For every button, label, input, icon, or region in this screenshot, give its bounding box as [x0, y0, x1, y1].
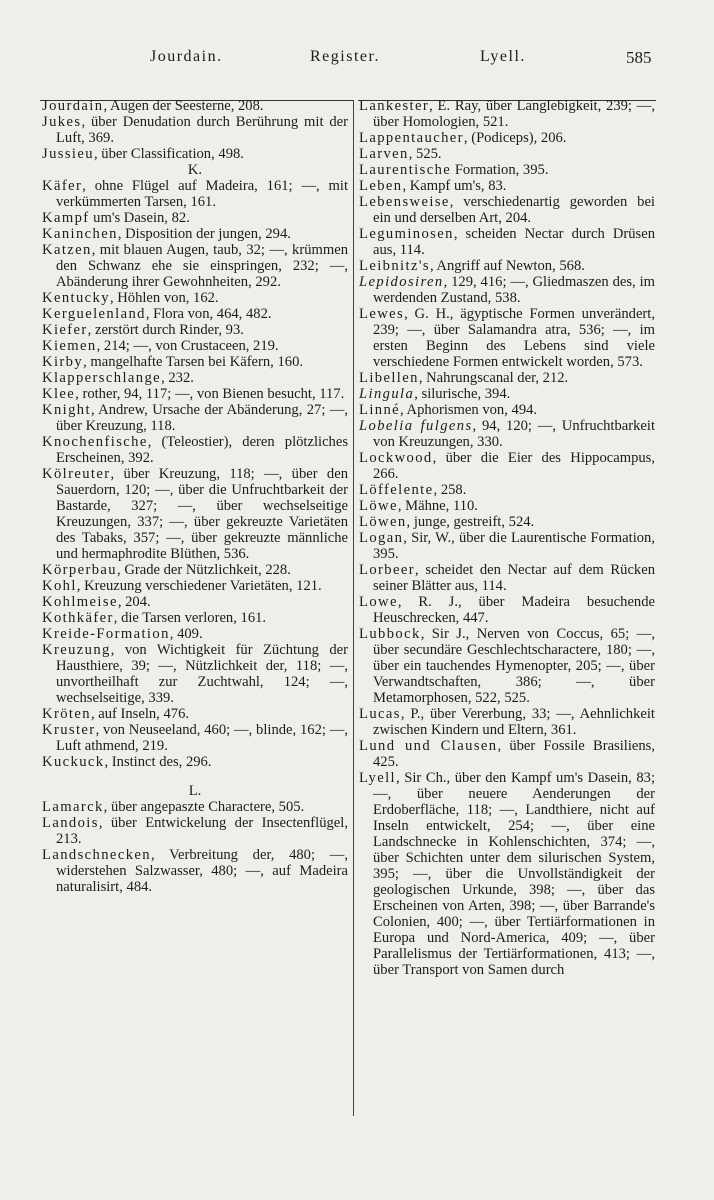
index-entry [359, 370, 655, 386]
entry-headword: Klee [42, 386, 76, 402]
entry-headword: Lockwood [359, 450, 433, 466]
entry-headword: Kirby [42, 354, 84, 370]
entry-headword: Laurentische [359, 162, 452, 178]
entry-text: , zerstört durch Rinder, 93. [87, 322, 244, 338]
index-entry [42, 354, 348, 370]
entry-text: , G. H., ägyptische Formen unverändert, 239; —, über Salamandra atra, 536; —, im ersten Beginn des Lebens sind viele verschiedene Formen entwickelt worden, 573. [373, 306, 655, 370]
index-entry [42, 146, 348, 162]
entry-text: , 94, 120; —, Unfruchtbarkeit von Kreuzungen, 330. [373, 418, 655, 450]
entry-text: , über Entwickelung der Insectenflügel, 213. [56, 815, 348, 847]
entry-headword: Kohl [42, 578, 77, 594]
entry-text: , Augen der Seesterne, 208. [103, 98, 264, 114]
index-entry [42, 178, 348, 210]
entry-headword: Löffelente [359, 482, 434, 498]
entry-text: , Höhlen von, 162. [109, 290, 219, 306]
entry-headword: Logan [359, 530, 404, 546]
index-entry [42, 594, 348, 610]
entry-text: , 214; —, von Crustaceen, 219. [96, 338, 279, 354]
entry-headword: Löwen [359, 514, 407, 530]
index-entry [359, 306, 655, 370]
index-entry [42, 306, 348, 322]
index-entry [42, 370, 348, 386]
entry-headword: Löwe [359, 498, 398, 514]
entry-headword: Leibnitz's [359, 258, 430, 274]
right-column [359, 98, 655, 978]
column-divider [353, 100, 354, 1116]
entry-headword: Lobelia fulgens [359, 418, 473, 434]
index-entry [42, 386, 348, 402]
entry-text: , R. J., über Madeira besuchende Heuschrecken, 447. [373, 594, 655, 626]
entry-headword: Kreuzung [42, 642, 111, 658]
entry-headword: Knochenfische [42, 434, 148, 450]
index-entry [42, 242, 348, 290]
index-entry [359, 98, 655, 130]
entry-text: , von Neuseeland, 460; —, blinde, 162; —, Luft athmend, 219. [56, 722, 348, 754]
entry-text: , Sir, W., über die Laurentische Formation, 395. [373, 530, 655, 562]
entry-headword: Larven [359, 146, 409, 162]
index-entry [42, 706, 348, 722]
header-right-term: Lyell. [480, 48, 526, 65]
index-entry [359, 386, 655, 402]
entry-text: , die Tarsen verloren, 161. [113, 610, 267, 626]
entry-headword: Käfer [42, 178, 83, 194]
index-entry [359, 514, 655, 530]
index-entry [42, 815, 348, 847]
entry-text: , Sir J., Nerven von Coccus, 65; —, über secundäre Geschlechtscharactere, 180; —, über ein tauchendes Hymenopter, 205; —, über Verwandtschaften, 386; —, über Metamorphosen, 522, 525. [373, 626, 655, 706]
index-entry [42, 114, 348, 146]
index-entry [359, 162, 655, 178]
index-entry [359, 482, 655, 498]
entry-headword: Lingula [359, 386, 415, 402]
entry-text: , (Teleostier), deren plötzliches Erscheinen, 392. [56, 434, 348, 466]
index-entry [359, 146, 655, 162]
index-entry [42, 626, 348, 642]
entry-text: , Verbreitung der, 480; —, widerstehen Salzwasser, 480; —, auf Madeira naturalisirt, 484. [56, 847, 348, 895]
entry-text: , 409. [169, 626, 203, 642]
entry-headword: Lucas [359, 706, 401, 722]
entry-headword: Lubbock [359, 626, 421, 642]
index-entry [42, 322, 348, 338]
entry-text: , 525. [408, 146, 442, 162]
entry-headword: Kaninchen [42, 226, 118, 242]
entry-headword: Lamarck [42, 799, 104, 815]
section-letter: L. [188, 783, 202, 799]
entry-headword: Kiefer [42, 322, 88, 338]
header-title: Register. [310, 48, 380, 65]
index-entry [359, 498, 655, 514]
index-entry [42, 610, 348, 626]
entry-text: , 232. [161, 370, 194, 386]
entry-text: , Aphorismen von, 494. [400, 402, 538, 418]
entry-text: , Kampf um's, 83. [402, 178, 507, 194]
index-entry [359, 562, 655, 594]
entry-text: , scheidet den Nectar auf dem Rücken seiner Blätter aus, 114. [373, 562, 655, 594]
entry-headword: Lewes [359, 306, 405, 322]
index-entry [359, 770, 655, 978]
entry-headword: Kampf [42, 210, 90, 226]
entry-headword: Lebensweise [359, 194, 450, 210]
entry-headword: Kölreuter [42, 466, 111, 482]
entry-text: , über Denudation durch Berührung mit der Luft, 369. [56, 114, 348, 146]
entry-text: , junge, gestreift, 524. [406, 514, 535, 530]
entry-headword: Kruster [42, 722, 96, 738]
entry-text: , 129, 416; —, Gliedmaszen des, im werdenden Zustand, 538. [373, 274, 655, 306]
index-entry [359, 194, 655, 226]
entry-headword: Knight [42, 402, 91, 418]
entry-headword: Kohlmeise [42, 594, 118, 610]
entry-text: , Flora von, 464, 482. [145, 306, 272, 322]
entry-headword: Kothkäfer [42, 610, 114, 626]
entry-headword: Kiemen [42, 338, 97, 354]
entry-text: , Disposition der jungen, 294. [117, 226, 291, 242]
entry-headword: Landois [42, 815, 99, 831]
entry-headword: Kröten [42, 706, 91, 722]
entry-headword: Lappentaucher [359, 130, 464, 146]
entry-headword: Körperbau [42, 562, 118, 578]
entry-text: , über Fossile Brasiliens, 425. [373, 738, 655, 770]
index-entry [359, 178, 655, 194]
entry-text: um's Dasein, 82. [89, 210, 190, 226]
index-entry [42, 642, 348, 706]
index-entry [359, 130, 655, 146]
entry-headword: Landschnecken [42, 847, 151, 863]
section-letter: K. [187, 162, 203, 178]
entry-text: , auf Inseln, 476. [90, 706, 190, 722]
entry-headword: Lyell [359, 770, 396, 786]
entry-text: Formation, 395. [451, 162, 549, 178]
entry-headword: Lankester [359, 98, 430, 114]
index-entry [42, 434, 348, 466]
index-entry [42, 578, 348, 594]
entry-headword: Lepidosiren [359, 274, 444, 290]
index-entry [42, 466, 348, 562]
index-entry [359, 226, 655, 258]
entry-headword: Jourdain [42, 98, 104, 114]
entry-headword: Jukes [42, 114, 82, 130]
entry-text: , scheiden Nectar durch Drüsen aus, 114. [373, 226, 655, 258]
entry-text: , silurische, 394. [414, 386, 511, 402]
index-entry [42, 402, 348, 434]
entry-text: , Andrew, Ursache der Abänderung, 27; —, über Kreuzung, 118. [56, 402, 348, 434]
entry-headword: Linné [359, 402, 401, 418]
entry-headword: Jussieu [42, 146, 94, 162]
entry-text: , 258. [433, 482, 467, 498]
entry-headword: Kuckuck [42, 754, 105, 770]
entry-text: , mangelhafte Tarsen bei Käfern, 160. [83, 354, 304, 370]
entry-headword: Lowe [359, 594, 398, 610]
index-entry [359, 738, 655, 770]
index-entry [42, 722, 348, 754]
index-entry [359, 626, 655, 706]
entry-text: , E. Ray, über Langlebigkeit, 239; —, über Homologien, 521. [373, 98, 655, 130]
entry-headword: Lund und Clausen [359, 738, 498, 754]
entry-text: , Instinct des, 296. [104, 754, 212, 770]
index-entry [42, 290, 348, 306]
entry-text: , P., über Vererbung, 33; —, Aehnlichkeit zwischen Kindern und Eltern, 361. [373, 706, 655, 738]
entry-headword: Leben [359, 178, 403, 194]
entry-text: , Mähne, 110. [397, 498, 478, 514]
index-entry [359, 258, 655, 274]
index-entry [42, 562, 348, 578]
index-entry [42, 226, 348, 242]
left-column [42, 98, 348, 895]
index-entry [359, 450, 655, 482]
entry-headword: Kerguelenland [42, 306, 146, 322]
entry-text: , Sir Ch., über den Kampf um's Dasein, 83; —, über neuere Aenderungen der Erdoberfläche, 118; —, Landthiere, nicht auf Inseln entwickelt, 254; —, über eine Landschnecke in Kohlenschichten, 374; —, über Schichten unter dem silurischen System, 395; —, über die Unvollständigkeit der geologischen Urkunde, 398; —, über das Erscheinen von Arten, 398; —, über Barrande's Colonien, 400; —, über Tertiärformationen in Europa und Nord-America, 409; —, über Parallelismus der Tertiärformationen, 413; —, über Transport von Samen durch [373, 770, 655, 978]
entry-text: , ohne Flügel auf Madeira, 161; —, mit verkümmerten Tarsen, 161. [56, 178, 348, 210]
entry-headword: Kreide-Formation [42, 626, 170, 642]
entry-headword: Libellen [359, 370, 419, 386]
entry-headword: Katzen [42, 242, 92, 258]
entry-text: , Grade der Nützlichkeit, 228. [117, 562, 291, 578]
index-entry [359, 274, 655, 306]
entry-text: , mit blauen Augen, taub, 32; —, krümmen den Schwanz ehe sie einspringen, 232; —, Abänderung ihrer Gewohnheiten, 292. [56, 242, 348, 290]
entry-headword: Leguminosen [359, 226, 454, 242]
index-entry [42, 210, 348, 226]
entry-text: , von Wichtigkeit für Züchtung der Hausthiere, 39; —, Nützlichkeit der, 118; —, unvortheilhaft zur Zuchtwahl, 124; —, wechselseitige, 339. [56, 642, 348, 706]
index-entry [359, 418, 655, 450]
entry-text: , Kreuzung verschiedener Varietäten, 121. [76, 578, 322, 594]
entry-text: , über angepaszte Charactere, 505. [103, 799, 305, 815]
entry-text: , über Classification, 498. [93, 146, 244, 162]
entry-text: , über die Eier des Hippocampus, 266. [373, 450, 655, 482]
index-entry [359, 402, 655, 418]
index-entry [42, 98, 348, 114]
entry-headword: Lorbeer [359, 562, 415, 578]
entry-headword: Kentucky [42, 290, 110, 306]
index-entry [42, 754, 348, 770]
index-entry [359, 530, 655, 562]
entry-text: , (Podiceps), 206. [463, 130, 567, 146]
entry-text: , 204. [117, 594, 151, 610]
entry-text: , Nahrungscanal der, 212. [418, 370, 569, 386]
entry-text: , Angriff auf Newton, 568. [429, 258, 585, 274]
entry-text: , verschiedenartig geworden bei ein und derselben Art, 204. [373, 194, 655, 226]
header-left-term: Jourdain. [150, 48, 223, 65]
index-entry [42, 799, 348, 815]
entry-text: , rother, 94, 117; —, von Bienen besucht, 117. [75, 386, 345, 402]
entry-text: , über Kreuzung, 118; —, über den Sauerdorn, 120; —, über die Unfruchtbarkeit der Bastarde, 327; —, über wechselseitige Kreuzungen, 337; —, über gekreuzte Varietäten des Tabaks, 357; —, über gekreuzte männliche und hermaphrodite Blüthen, 536. [56, 466, 348, 562]
index-entry [359, 594, 655, 626]
entry-headword: Klapperschlange [42, 370, 162, 386]
running-header [0, 48, 714, 78]
index-entry [42, 338, 348, 354]
index-entry [359, 706, 655, 738]
index-entry [42, 847, 348, 895]
page-number: 585 [626, 48, 652, 67]
